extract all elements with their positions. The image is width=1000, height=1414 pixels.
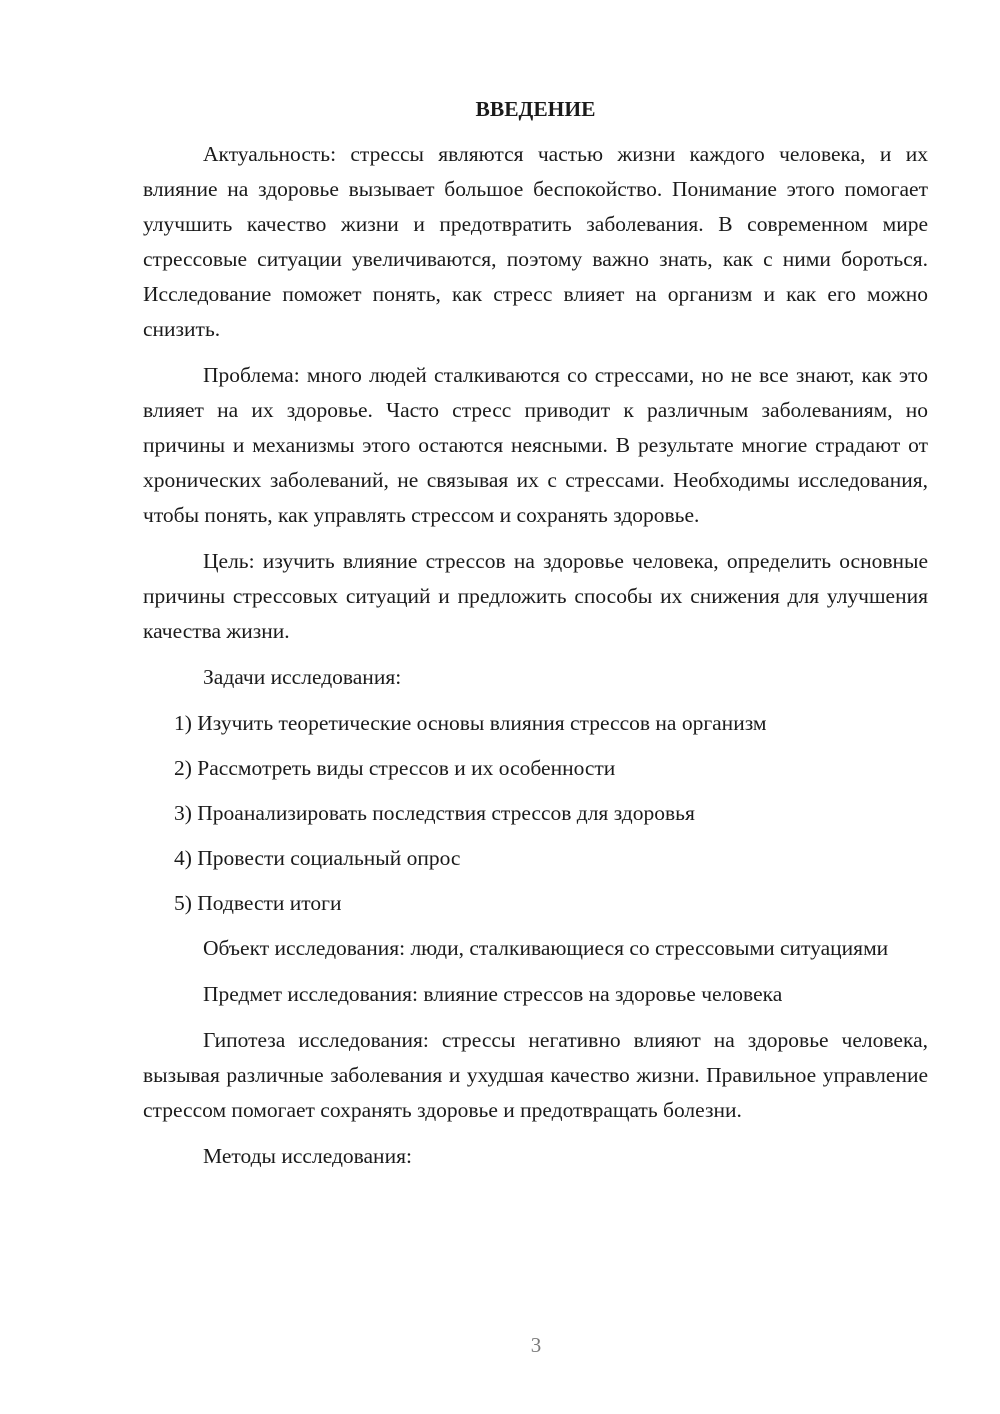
- paragraph-methods: Методы исследования:: [203, 1144, 412, 1168]
- paragraph-object: Объект исследования: люди, сталкивающиеся со стрессовыми ситуациями: [203, 936, 889, 960]
- section-title: ВВЕДЕНИЕ: [475, 97, 596, 121]
- paragraph-subject: Предмет исследования: влияние стрессов на здоровье человека: [203, 982, 783, 1006]
- task-item: 4) Провести социальный опрос: [174, 846, 461, 870]
- task-item: 1) Изучить теоретические основы влияния стрессов на организм: [174, 711, 767, 735]
- paragraph-relevance: Актуальность: стрессы являются частью жизни каждого человека, и их влияние на здоровье вызывает большое беспокойство. Понимание этого помогает улучшить качество жизни и предотвратить заболевания. В современном мире стрессовые ситуации увеличиваются, поэтому важно знать, как с ними бороться. Исследование поможет понять, как стресс влияет на организм и как его можно снизить.: [143, 142, 928, 341]
- task-item: 3) Проанализировать последствия стрессов для здоровья: [174, 801, 695, 825]
- paragraph-goal: Цель: изучить влияние стрессов на здоровье человека, определить основные причины стрессовых ситуаций и предложить способы их снижения для улучшения качества жизни.: [143, 549, 928, 643]
- page-number: 3: [530, 1333, 542, 1357]
- paragraph-hypothesis: Гипотеза исследования: стрессы негативно влияют на здоровье человека, вызывая различные заболевания и ухудшая качество жизни. Правильное управление стрессом помогает сохранять здоровье и предотвращать болезни.: [143, 1028, 928, 1122]
- paragraph-tasks-heading: Задачи исследования:: [203, 665, 402, 689]
- task-item: 2) Рассмотреть виды стрессов и их особенности: [174, 756, 616, 780]
- page-content: [143, 92, 928, 1185]
- task-item: 5) Подвести итоги: [174, 891, 342, 915]
- paragraph-problem: Проблема: много людей сталкиваются со стрессами, но не все знают, как это влияет на их здоровье. Часто стресс приводит к различным заболеваниям, но причины и механизмы этого остаются неясными. В результате многие страдают от хронических заболеваний, не связывая их с стрессами. Необходимы исследования, чтобы понять, как управлять стрессом и сохранять здоровье.: [143, 363, 928, 527]
- tasks-list: [143, 706, 928, 921]
